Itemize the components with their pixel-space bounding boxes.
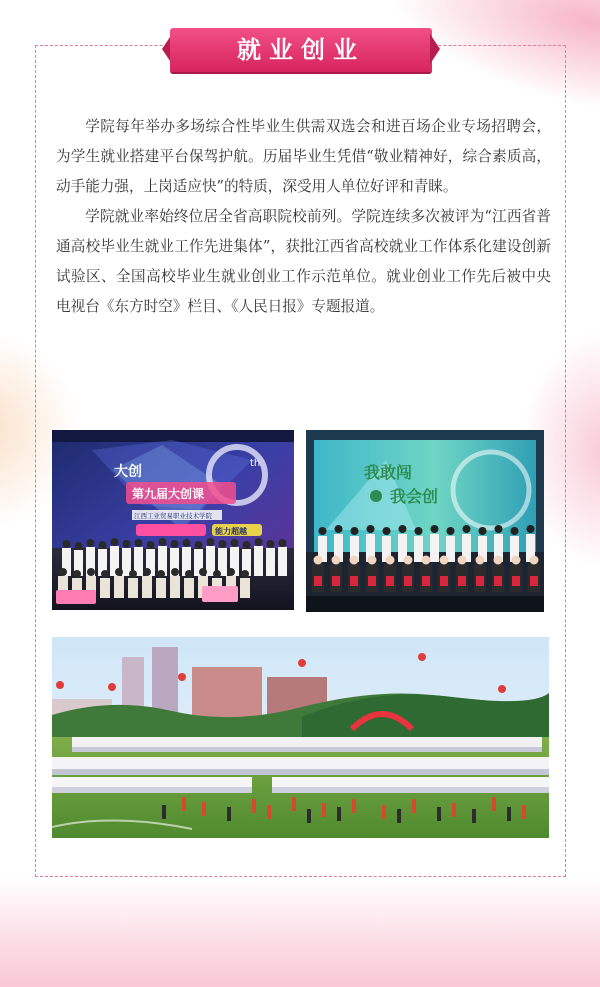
emblem-icon — [370, 490, 382, 502]
decorative-bottom-band — [0, 877, 600, 987]
stage-badge-text: th — [250, 458, 261, 469]
booth-tent-rows — [52, 737, 549, 793]
photo-outdoor-job-fair — [52, 637, 549, 838]
pink-display-board — [202, 586, 238, 602]
stage-sub-text: 江西工业贸易职业技术学院 — [134, 512, 212, 520]
photo-innovation-course-stage — [52, 430, 294, 610]
stage-line2-text: 我会创 — [390, 487, 439, 506]
article-body — [56, 112, 551, 322]
pink-display-board — [56, 590, 96, 604]
stage-title-text: 第九届大创课 — [132, 487, 205, 501]
stage-line1-text: 我敢闯 — [364, 463, 413, 482]
page-title: 就业创业 — [237, 36, 365, 64]
photo-award-ceremony — [306, 430, 544, 612]
paragraph-1: 学院每年举办多场综合性毕业生供需双选会和进百场企业专场招聘会，为学生就业搭建平台保驾护航。历届毕业生凭借“敬业精神好，综合素质高，动手能力强，上岗适应快”的特质，深受用人单位好评和青睐。 — [56, 118, 551, 195]
section-title-banner — [170, 28, 432, 74]
paragraph-2: 学院就业率始终位居全省高职院校前列。学院连续多次被评为“江西省普通高校毕业生就业工作先进集体”，获批江西省高校就业工作体系化建设创新试验区、全国高校毕业生就业创业工作示范单位。就业创业工作先后被中央电视台《东方时空》栏目、《人民日报》专题报道。 — [56, 208, 551, 315]
stage-slogan-text: 能力超越 — [215, 527, 247, 536]
stage-big-text: 大创 — [114, 464, 142, 480]
